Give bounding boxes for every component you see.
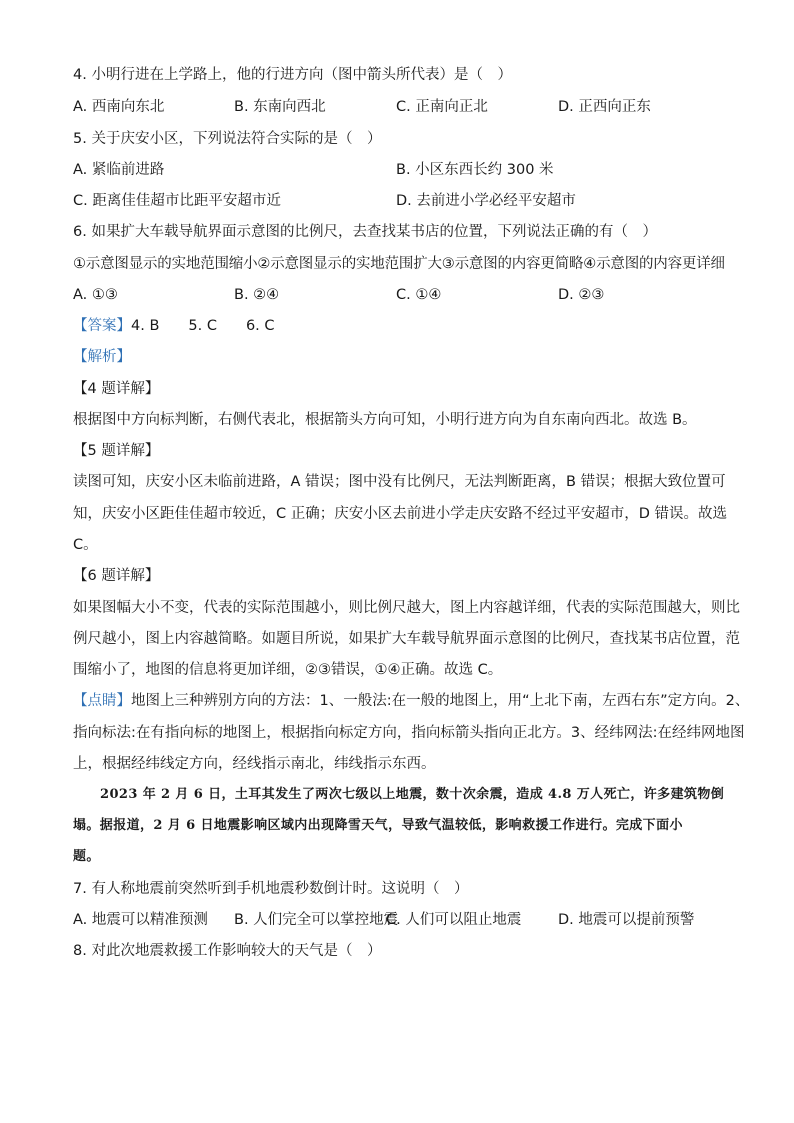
detail-6-line-3: 围缩小了，地图的信息将更加详细，②③错误，①④正确。故选 C。: [73, 662, 503, 678]
question-6-statements: ①示意图显示的实地范围缩小②示意图显示的实地范围扩大③示意图的内容更简略④示意图的内容更详细: [73, 256, 725, 272]
detail-5-line-1: 读图可知，庆安小区未临前进路，A 错误；图中没有比例尺，无法判断距离，B 错误；根据大致位置可: [73, 474, 726, 490]
tips-line-1: [73, 691, 749, 711]
tips-text-1: 地图上三种辨别方向的方法：1、一般法:在一般的地图上，用“上北下南，左西右东”定方向。2、: [131, 693, 750, 709]
material-line-3: 题。: [73, 849, 100, 864]
detail-5-line-3: C。: [73, 537, 98, 553]
question-6-option-d: D. ②③: [558, 287, 605, 303]
analysis-label: 【解析】: [73, 349, 131, 365]
question-4-option-d: D. 正西向正东: [558, 99, 651, 115]
question-5-option-d: D. 去前进小学必经平安超市: [396, 193, 576, 209]
question-7-option-a: A. 地震可以精准预测: [73, 912, 208, 928]
question-7-option-b: B. 人们完全可以掌控地震: [234, 912, 399, 928]
question-6-option-a: A. ①③: [73, 287, 118, 303]
tips-label: 【点睛】: [73, 693, 131, 709]
detail-4-label: 【4 题详解】: [73, 381, 160, 397]
tips-line-3: 上，根据经纬线定方向，经线指示南北，纬线指示东西。: [73, 756, 436, 772]
question-7-option-c: C. 人们可以阻止地震: [386, 912, 522, 928]
question-7-stem: 7. 有人称地震前突然听到手机地震秒数倒计时。这说明（ ）: [73, 881, 469, 897]
detail-5-label: 【5 题详解】: [73, 443, 160, 459]
question-4-option-c: C. 正南向正北: [396, 99, 488, 115]
question-5-option-b: B. 小区东西长约 300 米: [396, 162, 554, 178]
question-6-stem: 6. 如果扩大车载导航界面示意图的比例尺，去查找某书店的位置，下列说法正确的有（ ）: [73, 224, 657, 240]
question-4-option-a: A. 西南向东北: [73, 99, 165, 115]
question-4-option-b: B. 东南向西北: [234, 99, 326, 115]
tips-line-2: 指向标法:在有指向标的地图上，根据指向标定方向，指向标箭头指向正北方。3、经纬网法:在经纬网地图: [73, 725, 745, 741]
detail-6-line-1: 如果图幅大小不变，代表的实际范围越小，则比例尺越大，图上内容越详细，代表的实际范围越大，则比: [73, 600, 740, 616]
question-5-option-c: C. 距离佳佳超市比距平安超市近: [73, 193, 281, 209]
question-7-option-d: D. 地震可以提前预警: [558, 912, 695, 928]
answer-text: 4. B 5. C 6. C: [131, 318, 275, 334]
answer-line: [73, 316, 275, 336]
question-6-option-b: B. ②④: [234, 287, 280, 303]
detail-6-label: 【6 题详解】: [73, 568, 160, 584]
question-6-option-c: C. ①④: [396, 287, 442, 303]
material-line-1: 2023 年 2 月 6 日，土耳其发生了两次七级以上地震，数十次余震，造成 4.8 万人死亡，许多建筑物倒: [100, 787, 725, 802]
answer-label: 【答案】: [73, 318, 131, 334]
question-5-stem: 5. 关于庆安小区，下列说法符合实际的是（ ）: [73, 131, 382, 147]
detail-6-line-2: 例尺越小，图上内容越简略。如题目所说，如果扩大车载导航界面示意图的比例尺，查找某书店位置，范: [73, 631, 740, 647]
detail-4-text: 根据图中方向标判断，右侧代表北，根据箭头方向可知，小明行进方向为自东南向西北。故选 B。: [73, 412, 697, 428]
material-line-2: 塌。据报道，2 月 6 日地震影响区域内出现降雪天气，导致气温较低，影响救援工作进行。完成下面小: [73, 818, 683, 833]
question-8-stem: 8. 对此次地震救援工作影响较大的天气是（ ）: [73, 943, 382, 959]
detail-5-line-2: 知，庆安小区距佳佳超市较近，C 正确；庆安小区去前进小学走庆安路不经过平安超市，D 错误。故选: [73, 506, 728, 522]
question-5-option-a: A. 紧临前进路: [73, 162, 165, 178]
question-4-stem: 4. 小明行进在上学路上，他的行进方向（图中箭头所代表）是（ ）: [73, 67, 512, 83]
